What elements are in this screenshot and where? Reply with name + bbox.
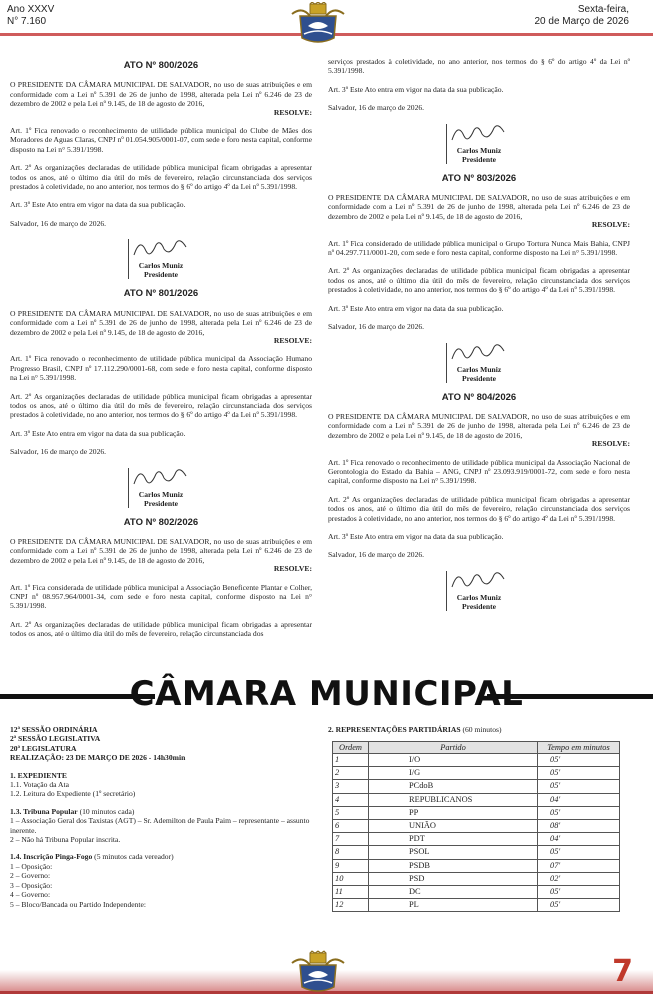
cell-time: 07' [538,859,620,872]
cell-time: 04' [538,833,620,846]
agenda-subheading-note: (10 minutos cada) [77,806,135,816]
cell-order: 6 [333,819,369,832]
act-title: ATO Nº 804/2026 [441,391,517,403]
banner-title: CÂMARA MUNICIPAL [129,674,524,714]
signature-icon [448,120,508,146]
act-resolve: RESOLVE: [273,335,312,345]
agenda-item: 1 – Associação Geral dos Taxistas (AGT) – Sr. Ademilton de Paula Paim – representante – assunto inerente. [10,816,310,835]
edition-date-text: 20 de Março de 2026 [534,16,629,27]
agenda-item: 2 – Não há Tribuna Popular inscrita. [10,835,121,845]
act-resolve: RESOLVE: [273,107,312,117]
table-row [333,833,620,846]
signature-icon [130,235,190,261]
agenda-subheading-note: (5 minutos cada vereador) [92,852,174,862]
act-title: ATO Nº 802/2026 [123,516,199,528]
act-article-3: Art. 3º Este Ato entra em vigor na data da sua publicação. [10,200,186,210]
act-801 [10,289,312,511]
act-title: ATO Nº 801/2026 [123,288,199,300]
coat-of-arms-icon [290,2,346,46]
session-line: 12ª SESSÃO ORDINÁRIA [10,725,98,734]
act-800 [10,61,312,283]
representations-title: 2. REPRESENTAÇÕES PARTIDÁRIAS [328,725,461,734]
coat-of-arms-icon [290,950,346,996]
agenda-item: 5 – Bloco/Bancada ou Partido Independente: [10,899,147,909]
cell-time: 04' [538,793,620,806]
agenda-item: 1 – Oposição: [10,861,53,871]
agenda-item: 2 – Governo: [10,871,51,881]
act-place-date: Salvador, 16 de março de 2026. [10,447,107,457]
act-article-2-continued: serviços prestados à coletividade, no ano anterior, nos termos do § 6º do artigo 4º da Lei nº 5.391/1998. [328,57,630,76]
act-resolve: RESOLVE: [591,439,630,449]
signer-name: Carlos Muniz [456,592,502,602]
cell-time: 08' [538,819,620,832]
signer [10,261,312,279]
session-date: REALIZAÇÃO: 23 DE MARÇO DE 2026 - 14h30min [10,753,186,763]
cell-party: I/O [369,754,538,767]
cell-party: PL [369,899,538,912]
signer-role: Presidente [143,270,179,280]
agenda-item: 4 – Governo: [10,890,51,900]
representations-note: (60 minutos) [460,725,502,734]
cell-party: PSOL [369,846,538,859]
edition-number: N° 7.160 [7,16,47,27]
signature-icon [448,339,508,365]
agenda-subheading-title: 1.3. Tribuna Popular [10,806,78,816]
act-802 [10,518,312,639]
signature-block [328,120,630,168]
agenda-item: 1.2. Leitura do Expediente (1º secretário) [10,789,136,799]
act-article-2: Art. 2º As organizações declaradas de utilidade pública municipal ficam obrigadas a apresentar todos os anos, até o último dia útil do mês de fevereiro, relação circunstanciada dos serviços prestados à coletividade, no ano anterior, nos termos do § 6º do artigo 4º da Lei nº 5.391/1998. [328,266,630,295]
agenda-subheading [10,807,310,816]
edition-weekday: Sexta-feira, [577,4,629,15]
cell-time: 05' [538,780,620,793]
signer-name: Carlos Muniz [138,261,184,271]
agenda-subheading-title: 1.4. Inscrição Pinga-Fogo [10,852,93,862]
table-row [333,767,620,780]
act-article-1: Art. 1º Fica renovado o reconhecimento de utilidade pública municipal da Associação Nacional de Gerontologia do Estado da Bahia – ANG, CNPJ nº 23.093.919/0001-72, com sede e foro nesta capital, conforme disposto na Lei n° 5.391/1998. [328,457,630,486]
signer-name: Carlos Muniz [138,489,184,499]
signer-name: Carlos Muniz [456,145,502,155]
act-article-3: Art. 3º Este Ato entra em vigor na data da sua publicação. [10,428,186,438]
signature-block [10,235,312,283]
left-column [10,57,312,648]
act-article-3: Art. 3º Este Ato entra em vigor na data da sua publicação. [328,303,504,313]
act-article-2: Art. 2º As organizações declaradas de utilidade pública municipal ficam obrigadas a apresentar todos os anos, até o último dia útil do mês de fevereiro, relação circunstanciada dos serviços prestados à coletividade, no ano anterior, nos termos do § 6º do artigo 4º da Lei nº 5.391/1998. [10,163,312,192]
signature-block [328,339,630,387]
cell-time: 05' [538,899,620,912]
cell-party: PSDB [369,859,538,872]
signer-name: Carlos Muniz [456,364,502,374]
act-article-3: Art. 3º Este Ato entra em vigor na data da sua publicação. [328,531,504,541]
signer [10,490,312,508]
signature-icon [448,567,508,593]
act-title: ATO Nº 803/2026 [441,172,517,184]
party-table-body [333,754,620,912]
cell-order: 4 [333,793,369,806]
edition-date [534,4,629,28]
act-place-date: Salvador, 16 de março de 2026. [328,550,425,560]
agenda-item: 1.1. Votação da Ata [10,780,69,790]
act-article-1: Art. 1º Fica considerado de utilidade pública municipal o Grupo Tortura Nunca Mais Bahia, CNPJ nº 04.297.711/0001-20, com sede e foro nesta capital, conforme disposto na Lei n° 5.391/1998. [328,238,630,258]
signer-role: Presidente [143,498,179,508]
act-place-date: Salvador, 16 de março de 2026. [328,322,425,332]
cell-order: 12 [333,899,369,912]
cell-time: 05' [538,767,620,780]
cell-order: 11 [333,885,369,898]
cell-time: 05' [538,806,620,819]
cell-time: 05' [538,885,620,898]
cell-time: 05' [538,754,620,767]
cell-order: 3 [333,780,369,793]
agenda-item: 3 – Oposição: [10,880,53,890]
act-preamble: O PRESIDENTE DA CÂMARA MUNICIPAL DE SALVADOR, no uso de suas atribuições e em conformidade com a Lei nº 5.391 de 26 de junho de 1998, alterada pela Lei nº 6.246 de 23 de dezembro de 2002 e pela Lei nº 9.145, de 18 de agosto de 2016, [328,193,630,221]
act-article-2: Art. 2º As organizações declaradas de utilidade pública municipal ficam obrigadas a apresentar todos os anos, até o último dia útil do mês de fevereiro, relação circunstanciada dos serviços prestados à coletividade, no ano anterior, nos termos do § 6º do artigo 4º da Lei nº 5.391/1998. [10,391,312,420]
act-article-3: Art. 3º Este Ato entra em vigor na data da sua publicação. [328,84,504,94]
act-article-1: Art. 1º Fica renovado o reconhecimento de utilidade pública municipal da Associação Humano Progresso Brasil, CNPJ nº 17.112.290/0001-68, com sede e foro nesta capital, conforme disposto na Lei n° 5.391/1998. [10,354,312,383]
table-row [333,885,620,898]
cell-party: PP [369,806,538,819]
edition-year: Ano XXXV [7,4,55,15]
signature-block [10,464,312,512]
cell-order: 8 [333,846,369,859]
page-number: 7 [612,954,633,989]
agenda-subheading [10,852,310,861]
column-header-party: Partido [369,742,538,754]
signer [328,365,630,383]
table-row [333,819,620,832]
cell-party: PCdoB [369,780,538,793]
cell-order: 7 [333,833,369,846]
session-agenda [10,725,310,909]
act-place-date: Salvador, 16 de março de 2026. [328,103,425,113]
cell-order: 2 [333,767,369,780]
act-preamble: O PRESIDENTE DA CÂMARA MUNICIPAL DE SALVADOR, no uso de suas atribuições e em conformidade com a Lei nº 5.391 de 26 de junho de 1998, alterada pela Lei nº 6.246 de 23 de dezembro de 2002 e pela Lei nº 9.145, de 18 de agosto de 2016, [10,308,312,337]
act-preamble: O PRESIDENTE DA CÂMARA MUNICIPAL DE SALVADOR, no uso de suas atribuições e em conformidade com a Lei nº 5.391 de 26 de junho de 1998, alterada pela Lei nº 6.246 de 23 de dezembro de 2002 e pela Lei nº 9.145, de 18 de agosto de 2016, [10,536,312,565]
column-header-time: Tempo em minutos [538,742,620,754]
party-table [332,741,620,912]
act-803 [328,174,630,387]
cell-party: REPUBLICANOS [369,793,538,806]
cell-party: UNIÃO [369,819,538,832]
act-article-2: Art. 2º As organizações declaradas de utilidade pública municipal ficam obrigadas a apresentar todos os anos, até o último dia útil do mês de fevereiro, relação circunstanciada dos [10,619,312,639]
act-preamble: O PRESIDENTE DA CÂMARA MUNICIPAL DE SALVADOR, no uso de suas atribuições e em conformidade com a Lei nº 5.391 de 26 de junho de 1998, alterada pela Lei nº 6.246 de 23 de dezembro de 2002 e pela Lei nº 9.145, de 18 de agosto de 2016, [328,411,630,440]
table-row [333,754,620,767]
act-802-continued [328,57,630,168]
signature-icon [130,464,190,490]
agenda-heading: 1. EXPEDIENTE [10,770,67,780]
table-row [333,859,620,872]
table-row [333,899,620,912]
cell-party: PDT [369,833,538,846]
column-header-order: Ordem [333,742,369,754]
right-column [328,57,630,621]
cell-party: I/G [369,767,538,780]
representations-heading [328,725,628,734]
table-row [333,793,620,806]
cell-party: PSD [369,872,538,885]
signer-role: Presidente [461,601,497,611]
cell-order: 10 [333,872,369,885]
cell-party: DC [369,885,538,898]
act-preamble: O PRESIDENTE DA CÂMARA MUNICIPAL DE SALVADOR, no uso de suas atribuições e em conformidade com a Lei nº 5.391 de 26 de junho de 1998, alterada pela Lei nº 6.246 de 23 de dezembro de 2002 e pela Lei nº 9.145, de 18 de agosto de 2016, [10,80,312,109]
act-article-1: Art. 1º Fica considerada de utilidade pública municipal a Associação Beneficente Plantar e Colher, CNPJ nº 08.957.964/0001-34, com sede e foro nesta capital, conforme disposto na Lei n° 5.391/1998. [10,582,312,611]
cell-time: 02' [538,872,620,885]
cell-order: 9 [333,859,369,872]
act-article-2: Art. 2º As organizações declaradas de utilidade pública municipal ficam obrigadas a apresentar todos os anos, até o último dia útil do mês de fevereiro, relação circunstanciada dos serviços prestados à coletividade, no ano anterior, nos termos do § 6º do artigo 4º da Lei nº 5.391/1998. [328,494,630,523]
table-row [333,846,620,859]
signer [328,146,630,164]
party-representations [328,725,628,910]
cell-order: 1 [333,754,369,767]
session-line: 2ª SESSÃO LEGISLATIVA [10,734,101,744]
signer-role: Presidente [461,154,497,164]
act-resolve: RESOLVE: [591,220,630,230]
signer-role: Presidente [461,373,497,383]
act-resolve: RESOLVE: [273,564,312,574]
act-804 [328,393,630,615]
signature-block [328,567,630,615]
table-row [333,872,620,885]
table-row [333,780,620,793]
act-title: ATO Nº 800/2026 [123,60,199,71]
session-line: 20ª LEGISLATURA [10,743,77,753]
table-header-row [333,742,620,754]
cell-order: 5 [333,806,369,819]
table-row [333,806,620,819]
cell-time: 05' [538,846,620,859]
act-article-1: Art. 1º Fica renovado o reconhecimento de utilidade pública municipal do Clube de Mães dos Moradores de Aguas Claras, CNPJ nº 01.054.905/0001-07, com sede e foro nesta capital, conforme disposto na Lei n° 5.391/1998. [10,126,312,154]
signer [328,593,630,611]
section-banner [0,672,653,720]
edition-info [7,4,54,28]
act-place-date: Salvador, 16 de março de 2026. [10,218,107,228]
